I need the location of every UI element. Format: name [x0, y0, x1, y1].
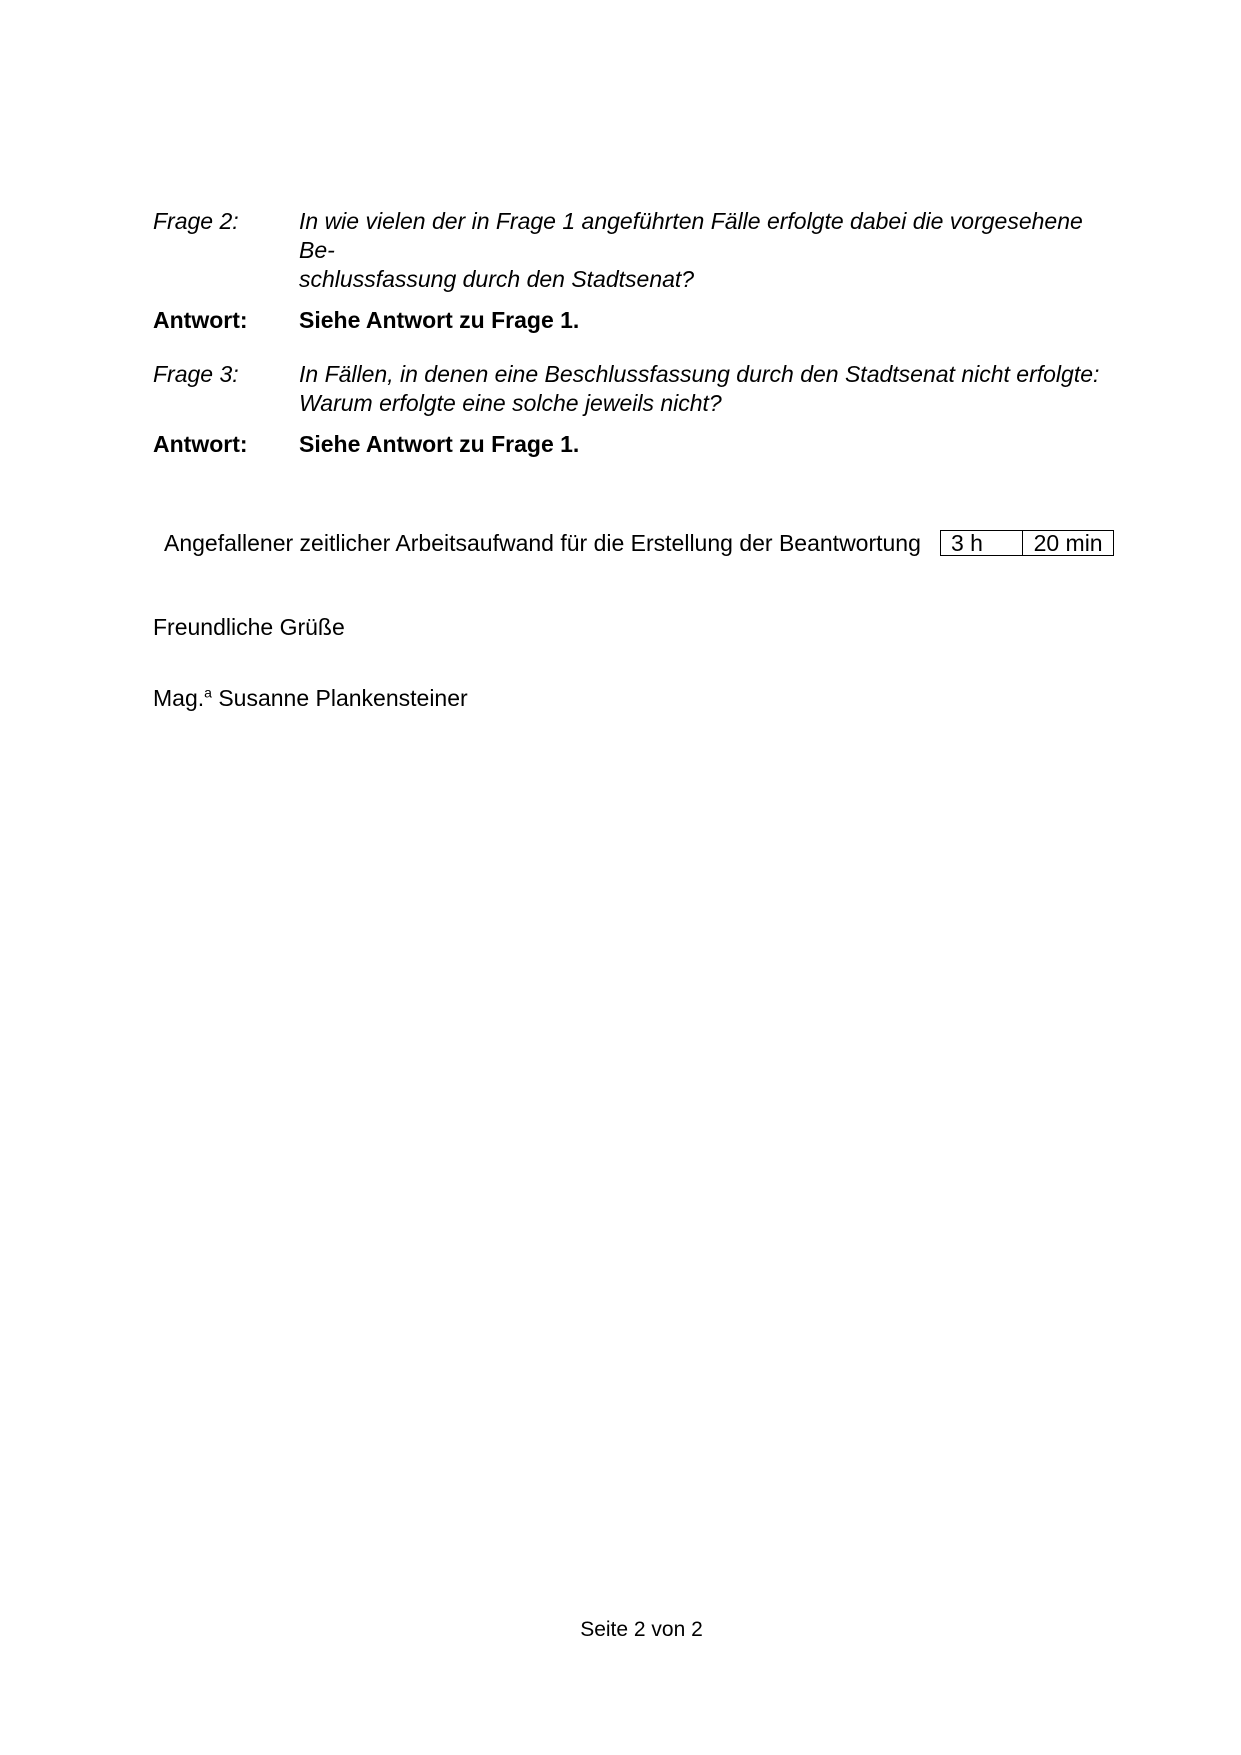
question-2-text-line-2: schlussfassung durch den Stadtsenat? [299, 266, 695, 292]
answer-2-text: Siehe Antwort zu Frage 1. [299, 307, 580, 333]
answer-3 [153, 430, 1113, 459]
work-effort-hours: 3 h [941, 531, 1023, 556]
page-footer [0, 1617, 1241, 1643]
signature-person-name: Susanne Plankensteiner [218, 685, 468, 711]
signature-name [153, 684, 468, 713]
question-3-text-line-2: Warum erfolgte eine solche jeweils nicht? [299, 390, 722, 416]
work-effort-minutes: 20 min [1023, 531, 1114, 556]
question-3-block [153, 360, 1113, 459]
question-2-text-line-1: In wie vielen der in Frage 1 angeführten Fälle erfolgte dabei die vorgesehene Be- [299, 208, 1083, 263]
work-effort-table-row [941, 531, 1114, 556]
question-3 [153, 360, 1113, 418]
answer-2 [153, 306, 1113, 335]
answer-3-label: Antwort: [153, 431, 248, 457]
question-2-text [299, 207, 1113, 294]
question-2 [153, 207, 1113, 294]
answer-3-text: Siehe Antwort zu Frage 1. [299, 431, 580, 457]
question-3-text-line-1: In Fällen, in denen eine Beschlussfassung durch den Stadtsenat nicht erfolgte: [299, 361, 1100, 387]
work-effort-label: Angefallener zeitlicher Arbeitsaufwand für die Erstellung der Beantwortung [164, 530, 921, 556]
question-3-text [299, 360, 1113, 418]
work-effort-table [940, 530, 1114, 556]
question-2-block [153, 207, 1113, 335]
question-3-label: Frage 3: [153, 361, 239, 387]
page-number: Seite 2 von 2 [580, 1618, 703, 1641]
signature-title: Mag. [153, 685, 205, 711]
answer-2-label: Antwort: [153, 307, 248, 333]
question-2-label: Frage 2: [153, 208, 239, 234]
closing-greeting: Freundliche Grüße [153, 614, 345, 640]
signature-title-superscript: a [204, 684, 212, 701]
work-effort-row [164, 530, 1114, 557]
